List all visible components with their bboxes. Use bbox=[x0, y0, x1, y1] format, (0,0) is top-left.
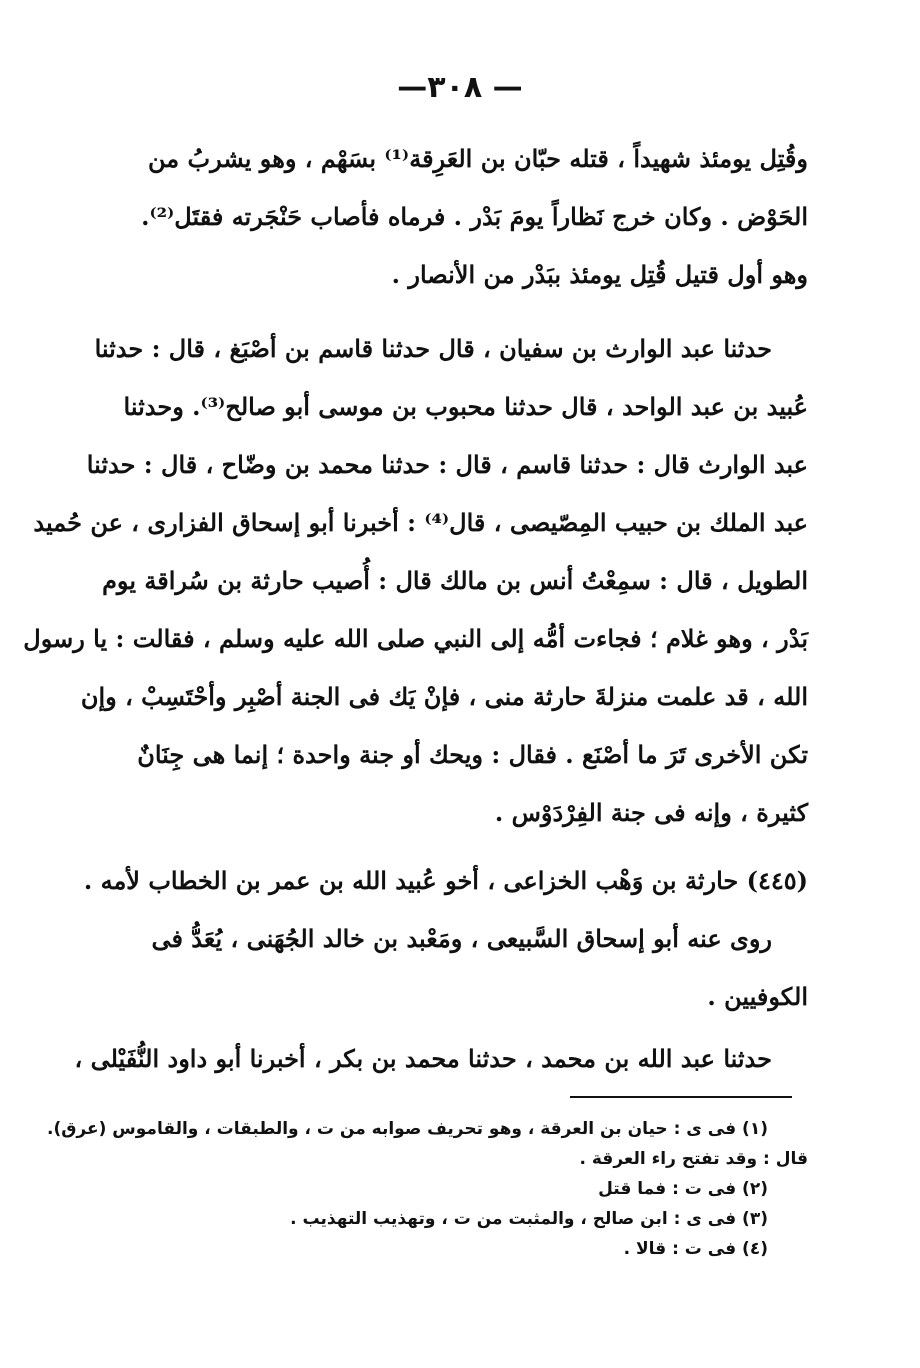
footnote-2: (٢) فى ت : فما قتل bbox=[598, 1179, 768, 1199]
page-number: —٣٠٨ — bbox=[397, 70, 523, 105]
text-line: (٤٤٥) حارثة بن وَهْب الخزاعى ، أخو عُبيد الله بن عمر بن الخطاب لأمه . bbox=[83, 866, 808, 895]
text-line: عبد الملك بن حبيب المِصّيصى ، قال⁽⁴⁾ : أخبرنا أبو إسحاق الفزارى ، عن حُميد bbox=[33, 508, 808, 537]
footnote-3: (٣) فى ى : ابن صالح ، والمثبت من ت ، وتهذيب التهذيب . bbox=[290, 1209, 768, 1229]
text-line: الطويل ، قال : سمِعْتُ أنس بن مالك قال : أُصيب حارثة بن سُراقة يوم bbox=[102, 566, 808, 595]
text-line: حدثنا عبد الله بن محمد ، حدثنا محمد بن بكر ، أخبرنا أبو داود النُّفَيْلى ، bbox=[74, 1044, 772, 1073]
footnotes bbox=[47, 1114, 808, 1264]
paragraph-4 bbox=[74, 1030, 808, 1088]
text-line: الله ، قد علمت منزلةَ حارثة منى ، فإنْ يَك فى الجنة أصْبِر وأحْتَسِبْ ، وإن bbox=[80, 682, 808, 711]
paragraph-2 bbox=[23, 320, 808, 842]
entry-445 bbox=[83, 852, 808, 1026]
footnote-1: (١) فى ى : حيان بن العرقة ، وهو تحريف صوابه من ت ، والطبقات ، والقاموس (عرق). bbox=[47, 1119, 768, 1139]
text-line: بَدْر ، وهو غلام ؛ فجاءت أمُّه إلى النبي صلى الله عليه وسلم ، فقالت : يا رسول bbox=[23, 624, 808, 653]
text-line: الحَوْض . وكان خرج نَظاراً يومَ بَدْر . فرماه فأصاب حَنْجَرته فقتَل⁽²⁾. bbox=[141, 202, 808, 231]
footnote-divider bbox=[570, 1096, 792, 1098]
text-line: عبد الوارث قال : حدثنا قاسم ، قال : حدثنا محمد بن وضّاح ، قال : حدثنا bbox=[86, 450, 808, 479]
text-line: تكن الأخرى تَرَ ما أصْنَع . فقال : ويحك أو جنة واحدة ؛ إنما هى جِنَانٌ bbox=[137, 740, 808, 769]
text-line: الكوفيين . bbox=[707, 982, 808, 1011]
text-line: وهو أول قتيل قُتِل يومئذ ببَدْر من الأنصار . bbox=[391, 260, 808, 289]
paragraph-1 bbox=[128, 130, 808, 304]
text-line: كثيرة ، وإنه فى جنة الفِرْدَوْس . bbox=[494, 798, 808, 827]
footnote-4: (٤) فى ت : قالا . bbox=[623, 1239, 768, 1259]
text-line: روى عنه أبو إسحاق السَّبيعى ، ومَعْبد بن خالد الجُهَنى ، يُعَدُّ فى bbox=[151, 924, 772, 953]
text-line: وقُتِل يومئذ شهيداً ، قتله حبّان بن العَرِقة⁽¹⁾ بسَهْم ، وهو يشربُ من bbox=[148, 144, 808, 173]
text-line: عُبيد بن عبد الواحد ، قال حدثنا محبوب بن موسى أبو صالح⁽³⁾. وحدثنا bbox=[123, 392, 808, 421]
footnote-1-continued: قال : وقد تفتح راء العرقة . bbox=[579, 1149, 808, 1169]
text-line: حدثنا عبد الوارث بن سفيان ، قال حدثنا قاسم بن أصْبَغ ، قال : حدثنا bbox=[94, 334, 772, 363]
